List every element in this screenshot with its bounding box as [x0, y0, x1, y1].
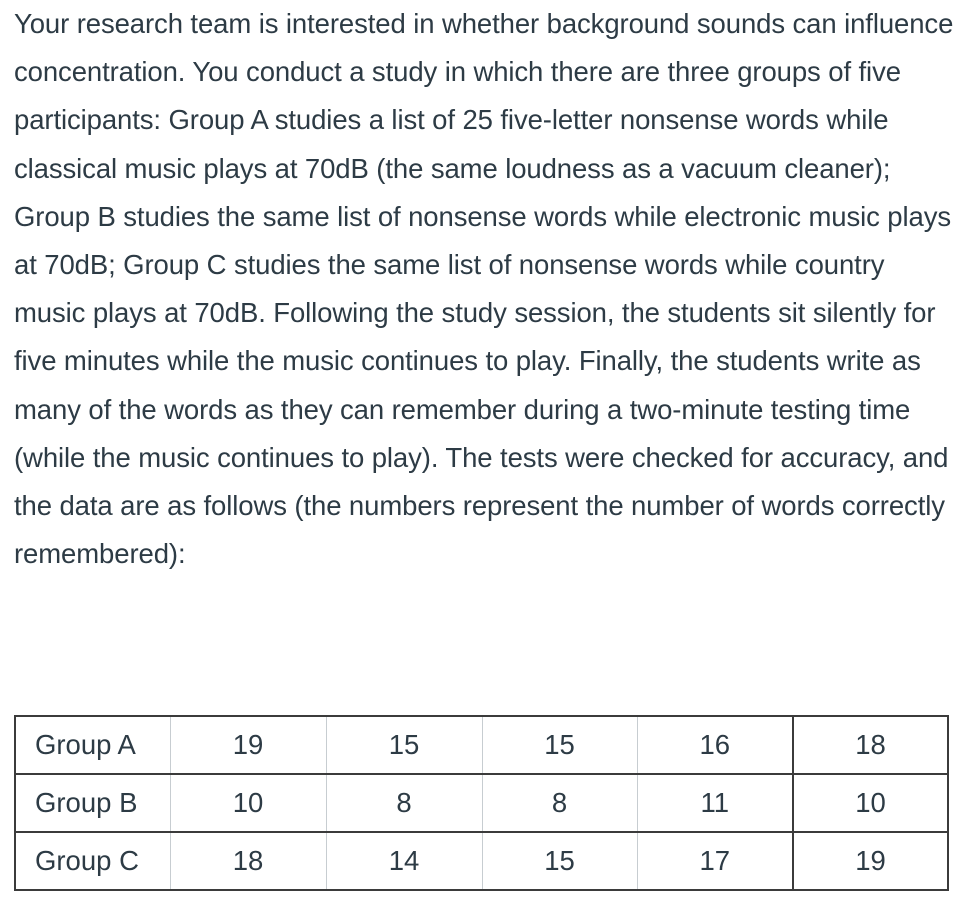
row-label: Group A: [15, 716, 170, 774]
table-cell: 15: [326, 716, 482, 774]
row-label: Group B: [15, 774, 170, 832]
table-cell: 11: [637, 774, 793, 832]
row-label: Group C: [15, 832, 170, 890]
table-cell: 10: [170, 774, 326, 832]
table-cell: 18: [170, 832, 326, 890]
table-cell: 15: [482, 832, 637, 890]
table-cell: 10: [793, 774, 948, 832]
table-cell: 18: [793, 716, 948, 774]
table-cell: 16: [637, 716, 793, 774]
table-row-group-c: [15, 832, 948, 890]
table-cell: 19: [170, 716, 326, 774]
data-table: [14, 715, 949, 891]
table-cell: 14: [326, 832, 482, 890]
table-row-group-b: [15, 774, 948, 832]
table-cell: 19: [793, 832, 948, 890]
question-text: Your research team is interested in whether background sounds can influence concentration. You conduct a study in which there are three groups of five participants: Group A studies a list of 25 five-letter nonsense words while classical music plays at 70dB (the same loudness as a vacuum cleaner); Group B studies the same list of nonsense words while electronic music plays at 70dB; Group C studies the same list of nonsense words while country music plays at 70dB. Following the study session, the students sit silently for five minutes while the music continues to play. Finally, the students write as many of the words as they can remember during a two-minute testing time (while the music continues to play). The tests were checked for accuracy, and the data are as follows (the numbers represent the number of words correctly remembered):: [14, 8, 954, 570]
table-cell: 8: [326, 774, 482, 832]
table-cell: 8: [482, 774, 637, 832]
table-cell: 15: [482, 716, 637, 774]
table-row-group-a: [15, 716, 948, 774]
table-cell: 17: [637, 832, 793, 890]
